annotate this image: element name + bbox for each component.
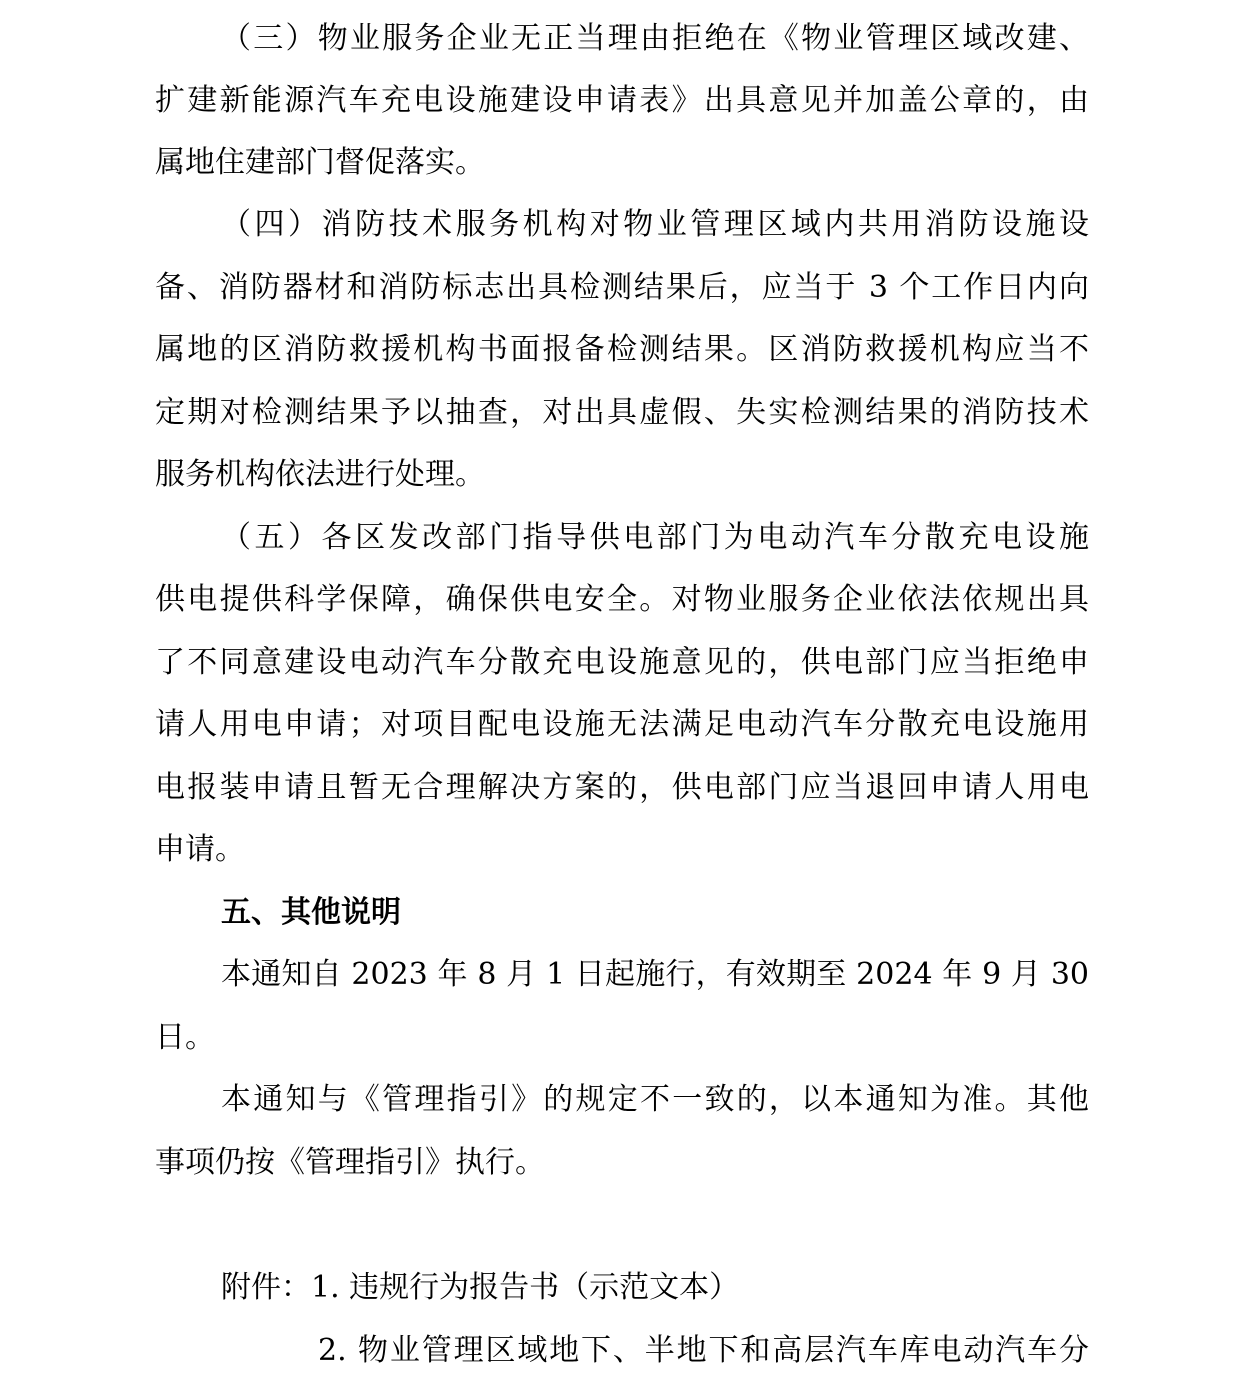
paragraph-line: 事项仍按《管理指引》执行。: [155, 1145, 545, 1180]
attachments-label: 附件：: [221, 1270, 311, 1305]
paragraph-line: （五）各区发改部门指导供电部门为电动汽车分散充电设施: [221, 520, 1089, 555]
attachment-item: 1. 违规行为报告书（示范文本）: [311, 1270, 740, 1305]
paragraph-line: 日。: [155, 1020, 215, 1055]
paragraph-line: （三）物业服务企业无正当理由拒绝在《物业管理区域改建、: [221, 21, 1089, 56]
paragraph-line: 本通知自 2023 年 8 月 1 日起施行，有效期至 2024 年 9 月 30: [221, 957, 1089, 992]
paragraph-line: 服务机构依法进行处理。: [155, 457, 485, 492]
attachment-item: 2. 物业管理区域地下、半地下和高层汽车库电动汽车分: [318, 1333, 1089, 1368]
attachment-row: [221, 1257, 739, 1319]
paragraph-line: （四）消防技术服务机构对物业管理区域内共用消防设施设: [221, 207, 1089, 242]
paragraph-line: 申请。: [155, 832, 245, 867]
section-heading: 五、其他说明: [221, 895, 401, 930]
paragraph-line: 扩建新能源汽车充电设施建设申请表》出具意见并加盖公章的，由: [155, 83, 1089, 118]
paragraph-line: 定期对检测结果予以抽查，对出具虚假、失实检测结果的消防技术: [155, 395, 1089, 430]
paragraph-line: 了不同意建设电动汽车分散充电设施意见的，供电部门应当拒绝申: [155, 645, 1089, 680]
paragraph-line: 备、消防器材和消防标志出具检测结果后，应当于 3 个工作日内向: [155, 270, 1089, 305]
paragraph-line: 供电提供科学保障，确保供电安全。对物业服务企业依法依规出具: [155, 582, 1089, 617]
paragraph-line: 电报装申请且暂无合理解决方案的，供电部门应当退回申请人用电: [155, 770, 1089, 805]
paragraph-line: 请人用电申请；对项目配电设施无法满足电动汽车分散充电设施用: [155, 707, 1089, 742]
paragraph-line: 本通知与《管理指引》的规定不一致的，以本通知为准。其他: [221, 1082, 1089, 1117]
paragraph-line: 属地住建部门督促落实。: [155, 145, 485, 180]
paragraph-line: 属地的区消防救援机构书面报备检测结果。区消防救援机构应当不: [155, 332, 1089, 367]
